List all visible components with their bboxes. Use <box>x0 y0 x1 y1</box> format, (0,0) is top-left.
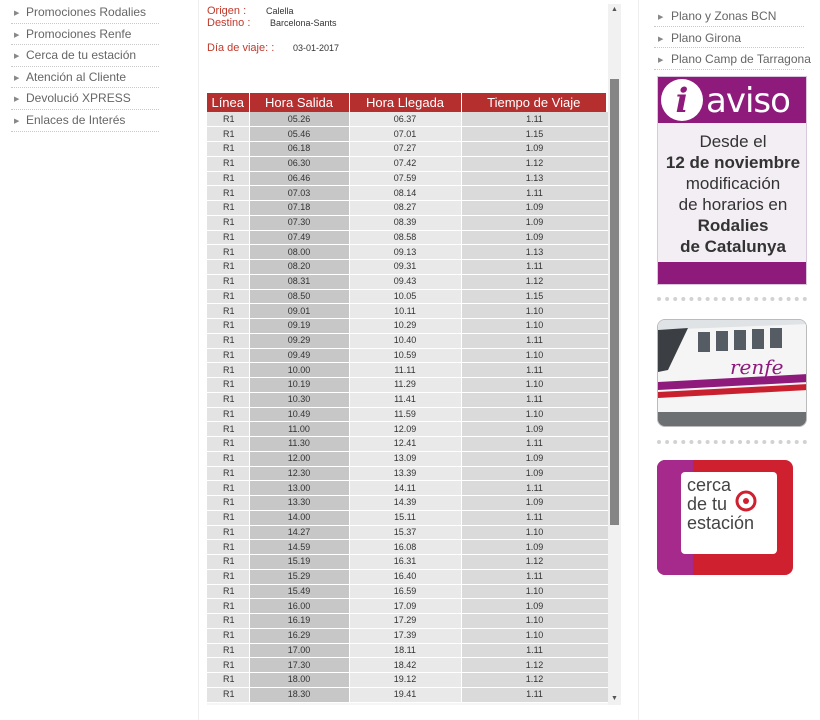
column-header-tiempo-de-viaje: Tiempo de Viaje <box>461 93 608 112</box>
origen-row <box>207 5 294 17</box>
cell-hora-llegada: 09.43 <box>349 274 461 289</box>
cell-linea: R1 <box>207 127 249 142</box>
cell-linea: R1 <box>207 392 249 407</box>
cell-tiempo-de-viaje: 1.10 <box>461 525 608 540</box>
arrow-down-icon[interactable]: ▼ <box>611 695 618 702</box>
link-plano-girona[interactable] <box>654 27 804 49</box>
table-row <box>207 673 608 688</box>
sidebar-item-enlaces-de-interes[interactable] <box>11 110 159 132</box>
timetable-header-row <box>207 93 608 112</box>
table-row <box>207 230 608 245</box>
cell-hora-salida: 06.46 <box>249 171 349 186</box>
cell-tiempo-de-viaje: 1.10 <box>461 378 608 393</box>
location-target-icon <box>735 490 757 512</box>
scrollbar-thumb[interactable] <box>610 79 619 525</box>
sidebar-item-label: Promociones Renfe <box>26 26 132 41</box>
cell-hora-salida: 09.49 <box>249 348 349 363</box>
dotted-divider <box>657 297 807 301</box>
right-sidebar <box>638 0 820 720</box>
table-row <box>207 569 608 584</box>
cell-tiempo-de-viaje: 1.13 <box>461 245 608 260</box>
cell-hora-llegada: 18.11 <box>349 643 461 658</box>
table-row <box>207 274 608 289</box>
cell-hora-llegada: 10.40 <box>349 333 461 348</box>
cell-tiempo-de-viaje: 1.15 <box>461 127 608 142</box>
cell-tiempo-de-viaje: 1.11 <box>461 687 608 702</box>
table-row <box>207 481 608 496</box>
cell-tiempo-de-viaje: 1.11 <box>461 643 608 658</box>
cell-hora-salida: 14.27 <box>249 525 349 540</box>
cell-linea: R1 <box>207 171 249 186</box>
cell-linea: R1 <box>207 245 249 260</box>
renfe-logo: renfe <box>730 355 784 379</box>
cell-tiempo-de-viaje: 1.12 <box>461 555 608 570</box>
cell-hora-salida: 15.29 <box>249 569 349 584</box>
link-plano-zonas-bcn[interactable] <box>654 5 804 27</box>
cell-tiempo-de-viaje: 1.10 <box>461 348 608 363</box>
table-row <box>207 245 608 260</box>
table-row <box>207 289 608 304</box>
timetable-panel <box>198 0 628 720</box>
timetable-scrollbar[interactable] <box>608 4 621 705</box>
cell-hora-llegada: 10.11 <box>349 304 461 319</box>
cell-linea: R1 <box>207 363 249 378</box>
sidebar-item-label: Cerca de tu estación <box>26 48 137 63</box>
cell-linea: R1 <box>207 304 249 319</box>
cell-tiempo-de-viaje: 1.12 <box>461 658 608 673</box>
table-row <box>207 599 608 614</box>
cell-hora-llegada: 10.59 <box>349 348 461 363</box>
table-row <box>207 156 608 171</box>
cell-hora-llegada: 11.41 <box>349 392 461 407</box>
cerca-line: cerca <box>687 475 732 495</box>
cell-linea: R1 <box>207 510 249 525</box>
cell-hora-salida: 11.30 <box>249 437 349 452</box>
cell-hora-salida: 15.19 <box>249 555 349 570</box>
cell-hora-llegada: 06.37 <box>349 112 461 127</box>
cell-tiempo-de-viaje: 1.11 <box>461 363 608 378</box>
table-row <box>207 451 608 466</box>
cell-linea: R1 <box>207 584 249 599</box>
cell-linea: R1 <box>207 289 249 304</box>
cell-linea: R1 <box>207 687 249 702</box>
cell-hora-salida: 08.00 <box>249 245 349 260</box>
cell-hora-salida: 12.30 <box>249 466 349 481</box>
sidebar-item-devolucio-xpress[interactable] <box>11 88 159 110</box>
cell-linea: R1 <box>207 348 249 363</box>
dia-label: Día de viaje: : <box>207 42 275 54</box>
cell-linea: R1 <box>207 437 249 452</box>
cell-hora-llegada: 07.42 <box>349 156 461 171</box>
sidebar-item-atencion-al-cliente[interactable] <box>11 67 159 89</box>
timetable <box>207 93 608 703</box>
cell-hora-salida: 08.20 <box>249 260 349 275</box>
cell-tiempo-de-viaje: 1.13 <box>461 171 608 186</box>
cell-hora-salida: 06.18 <box>249 142 349 157</box>
cell-hora-salida: 13.00 <box>249 481 349 496</box>
table-row <box>207 540 608 555</box>
cell-linea: R1 <box>207 274 249 289</box>
renfe-train-banner[interactable] <box>657 319 807 427</box>
cell-tiempo-de-viaje: 1.11 <box>461 186 608 201</box>
table-row <box>207 142 608 157</box>
cell-hora-salida: 12.00 <box>249 451 349 466</box>
cell-hora-llegada: 16.08 <box>349 540 461 555</box>
cell-hora-llegada: 14.39 <box>349 496 461 511</box>
cell-hora-llegada: 15.11 <box>349 510 461 525</box>
destino-label: Destino : <box>207 17 251 29</box>
triangle-right-icon: ▶ <box>14 74 20 82</box>
sidebar-item-label: Promociones Rodalies <box>26 5 147 19</box>
dia-value: 03-01-2017 <box>293 43 340 53</box>
cell-hora-salida: 18.30 <box>249 687 349 702</box>
arrow-up-icon[interactable]: ▲ <box>611 6 618 13</box>
table-row <box>207 127 608 142</box>
table-row <box>207 363 608 378</box>
aviso-line: modificación <box>685 174 781 193</box>
cell-hora-llegada: 11.59 <box>349 407 461 422</box>
table-row <box>207 496 608 511</box>
renfe-train-image <box>658 320 807 427</box>
table-row <box>207 407 608 422</box>
cell-hora-salida: 05.26 <box>249 112 349 127</box>
cell-hora-llegada: 11.11 <box>349 363 461 378</box>
cell-tiempo-de-viaje: 1.12 <box>461 274 608 289</box>
table-row <box>207 392 608 407</box>
cell-tiempo-de-viaje: 1.09 <box>461 451 608 466</box>
table-row <box>207 643 608 658</box>
cell-hora-llegada: 08.39 <box>349 215 461 230</box>
cell-hora-salida: 07.30 <box>249 215 349 230</box>
cell-hora-salida: 18.00 <box>249 673 349 688</box>
aviso-title: aviso <box>706 81 790 121</box>
cell-tiempo-de-viaje: 1.09 <box>461 466 608 481</box>
cell-hora-salida: 07.49 <box>249 230 349 245</box>
sidebar-item-cerca-de-tu-estacion[interactable] <box>11 45 159 67</box>
sidebar-item-label: Devolució XPRESS <box>26 91 131 106</box>
cerca-line: de tu <box>687 494 728 514</box>
cell-tiempo-de-viaje: 1.10 <box>461 614 608 629</box>
triangle-right-icon: ▶ <box>658 35 664 43</box>
link-label: Plano Girona <box>671 30 742 45</box>
cell-linea: R1 <box>207 378 249 393</box>
cell-hora-salida: 13.30 <box>249 496 349 511</box>
aviso-banner[interactable] <box>657 76 807 285</box>
cell-hora-llegada: 09.13 <box>349 245 461 260</box>
cell-hora-llegada: 08.14 <box>349 186 461 201</box>
triangle-right-icon: ▶ <box>14 96 20 104</box>
cell-hora-salida: 16.29 <box>249 628 349 643</box>
cell-hora-llegada: 17.39 <box>349 628 461 643</box>
cell-hora-llegada: 13.39 <box>349 466 461 481</box>
cell-tiempo-de-viaje: 1.09 <box>461 422 608 437</box>
cell-linea: R1 <box>207 658 249 673</box>
aviso-message <box>658 131 807 257</box>
cell-hora-llegada: 16.31 <box>349 555 461 570</box>
cell-hora-llegada: 09.31 <box>349 260 461 275</box>
panel-divider <box>198 0 199 720</box>
link-plano-camp-de-tarragona[interactable] <box>654 48 811 70</box>
cell-hora-llegada: 18.42 <box>349 658 461 673</box>
cell-hora-salida: 06.30 <box>249 156 349 171</box>
table-row <box>207 555 608 570</box>
aviso-footer-bar <box>658 262 807 284</box>
cell-tiempo-de-viaje: 1.10 <box>461 319 608 334</box>
cell-linea: R1 <box>207 422 249 437</box>
cell-linea: R1 <box>207 628 249 643</box>
cell-hora-llegada: 12.41 <box>349 437 461 452</box>
table-row <box>207 348 608 363</box>
cell-hora-salida: 08.50 <box>249 289 349 304</box>
cell-hora-llegada: 07.01 <box>349 127 461 142</box>
cell-hora-llegada: 11.29 <box>349 378 461 393</box>
cell-tiempo-de-viaje: 1.10 <box>461 304 608 319</box>
cell-linea: R1 <box>207 260 249 275</box>
cell-hora-salida: 15.49 <box>249 584 349 599</box>
table-row <box>207 304 608 319</box>
cell-hora-llegada: 19.41 <box>349 687 461 702</box>
cerca-de-tu-estacion-banner[interactable] <box>657 460 793 575</box>
column-header-hora-llegada: Hora Llegada <box>349 93 461 112</box>
cell-hora-llegada: 13.09 <box>349 451 461 466</box>
cell-hora-llegada: 08.27 <box>349 201 461 216</box>
cell-hora-llegada: 10.05 <box>349 289 461 304</box>
cell-linea: R1 <box>207 614 249 629</box>
origen-label: Origen : <box>207 5 247 17</box>
cell-hora-llegada: 15.37 <box>349 525 461 540</box>
cell-linea: R1 <box>207 466 249 481</box>
cell-hora-salida: 08.31 <box>249 274 349 289</box>
sidebar-item-label: Atención al Cliente <box>26 69 127 84</box>
right-sidebar-nav <box>654 5 811 70</box>
cell-tiempo-de-viaje: 1.11 <box>461 569 608 584</box>
cell-tiempo-de-viaje: 1.15 <box>461 289 608 304</box>
table-row <box>207 319 608 334</box>
cell-tiempo-de-viaje: 1.09 <box>461 215 608 230</box>
cell-tiempo-de-viaje: 1.09 <box>461 599 608 614</box>
cell-hora-llegada: 07.27 <box>349 142 461 157</box>
aviso-line: de horarios en <box>678 195 788 214</box>
dotted-divider <box>657 440 807 444</box>
aviso-header <box>658 77 807 123</box>
cell-hora-llegada: 16.59 <box>349 584 461 599</box>
sidebar-item-promociones-rodalies[interactable] <box>11 2 159 24</box>
table-row <box>207 186 608 201</box>
cell-hora-llegada: 17.29 <box>349 614 461 629</box>
cell-linea: R1 <box>207 643 249 658</box>
cell-hora-llegada: 16.40 <box>349 569 461 584</box>
triangle-right-icon: ▶ <box>14 10 20 17</box>
table-row <box>207 525 608 540</box>
cell-linea: R1 <box>207 555 249 570</box>
sidebar-item-label: Enlaces de Interés <box>26 112 126 127</box>
cell-linea: R1 <box>207 481 249 496</box>
cerca-text <box>687 476 777 533</box>
cell-hora-llegada: 07.59 <box>349 171 461 186</box>
cell-linea: R1 <box>207 215 249 230</box>
cell-tiempo-de-viaje: 1.11 <box>461 437 608 452</box>
cell-linea: R1 <box>207 142 249 157</box>
dia-de-viaje-row <box>207 42 340 54</box>
table-row <box>207 215 608 230</box>
table-row <box>207 422 608 437</box>
cell-hora-salida: 17.30 <box>249 658 349 673</box>
table-row <box>207 333 608 348</box>
cell-tiempo-de-viaje: 1.11 <box>461 333 608 348</box>
cell-tiempo-de-viaje: 1.09 <box>461 142 608 157</box>
cell-hora-llegada: 12.09 <box>349 422 461 437</box>
triangle-right-icon: ▶ <box>658 57 664 65</box>
cell-hora-salida: 10.30 <box>249 392 349 407</box>
cell-hora-llegada: 10.29 <box>349 319 461 334</box>
cell-hora-salida: 10.49 <box>249 407 349 422</box>
triangle-right-icon: ▶ <box>14 117 20 125</box>
cell-tiempo-de-viaje: 1.11 <box>461 112 608 127</box>
table-row <box>207 466 608 481</box>
table-row <box>207 171 608 186</box>
aviso-line: 12 de noviembre <box>665 153 801 172</box>
cell-linea: R1 <box>207 156 249 171</box>
cell-hora-salida: 09.29 <box>249 333 349 348</box>
cell-tiempo-de-viaje: 1.11 <box>461 481 608 496</box>
cell-linea: R1 <box>207 201 249 216</box>
cell-hora-llegada: 08.58 <box>349 230 461 245</box>
cell-hora-llegada: 19.12 <box>349 673 461 688</box>
column-header-linea: Línea <box>207 93 249 112</box>
table-row <box>207 378 608 393</box>
cell-tiempo-de-viaje: 1.10 <box>461 584 608 599</box>
cell-hora-salida: 14.59 <box>249 540 349 555</box>
cell-hora-salida: 14.00 <box>249 510 349 525</box>
cell-linea: R1 <box>207 319 249 334</box>
cell-tiempo-de-viaje: 1.09 <box>461 496 608 511</box>
cell-hora-salida: 17.00 <box>249 643 349 658</box>
aviso-line: de Catalunya <box>680 237 786 256</box>
cell-tiempo-de-viaje: 1.11 <box>461 260 608 275</box>
cell-linea: R1 <box>207 599 249 614</box>
cell-hora-salida: 09.19 <box>249 319 349 334</box>
aviso-line: Desde el <box>699 132 767 151</box>
cell-tiempo-de-viaje: 1.11 <box>461 392 608 407</box>
table-row <box>207 614 608 629</box>
cell-tiempo-de-viaje: 1.12 <box>461 673 608 688</box>
link-label: Plano Camp de Tarragona <box>671 52 811 67</box>
triangle-right-icon: ▶ <box>14 31 20 39</box>
cell-tiempo-de-viaje: 1.10 <box>461 407 608 422</box>
cell-hora-salida: 16.19 <box>249 614 349 629</box>
cell-linea: R1 <box>207 186 249 201</box>
table-row <box>207 628 608 643</box>
cell-tiempo-de-viaje: 1.09 <box>461 230 608 245</box>
cell-linea: R1 <box>207 451 249 466</box>
timetable-scroll-area[interactable] <box>207 93 608 705</box>
cell-linea: R1 <box>207 496 249 511</box>
cell-hora-salida: 10.19 <box>249 378 349 393</box>
triangle-right-icon: ▶ <box>14 53 20 61</box>
cell-linea: R1 <box>207 230 249 245</box>
table-row <box>207 687 608 702</box>
cell-linea: R1 <box>207 525 249 540</box>
cerca-line: estación <box>687 513 755 533</box>
table-row <box>207 510 608 525</box>
cell-hora-salida: 05.46 <box>249 127 349 142</box>
cell-linea: R1 <box>207 673 249 688</box>
cell-hora-salida: 11.00 <box>249 422 349 437</box>
cell-hora-salida: 07.18 <box>249 201 349 216</box>
aviso-line: Rodalies <box>697 216 769 235</box>
destino-row <box>207 17 337 29</box>
cell-tiempo-de-viaje: 1.09 <box>461 540 608 555</box>
cell-tiempo-de-viaje: 1.09 <box>461 201 608 216</box>
cell-tiempo-de-viaje: 1.11 <box>461 510 608 525</box>
table-row <box>207 584 608 599</box>
cell-hora-salida: 07.03 <box>249 186 349 201</box>
cell-linea: R1 <box>207 112 249 127</box>
cell-hora-llegada: 14.11 <box>349 481 461 496</box>
table-row <box>207 112 608 127</box>
origen-value: Calella <box>266 6 294 16</box>
cell-linea: R1 <box>207 407 249 422</box>
cell-tiempo-de-viaje: 1.10 <box>461 628 608 643</box>
info-icon: i <box>661 79 703 121</box>
table-row <box>207 658 608 673</box>
cell-hora-salida: 10.00 <box>249 363 349 378</box>
cell-hora-salida: 16.00 <box>249 599 349 614</box>
table-row <box>207 260 608 275</box>
cell-linea: R1 <box>207 569 249 584</box>
cell-hora-llegada: 17.09 <box>349 599 461 614</box>
cell-tiempo-de-viaje: 1.12 <box>461 156 608 171</box>
sidebar-item-promociones-renfe[interactable] <box>11 24 159 46</box>
column-header-hora-salida: Hora Salida <box>249 93 349 112</box>
cell-linea: R1 <box>207 540 249 555</box>
triangle-right-icon: ▶ <box>658 14 664 21</box>
link-label: Plano y Zonas BCN <box>671 9 777 23</box>
destino-value: Barcelona-Sants <box>270 18 337 28</box>
table-row <box>207 437 608 452</box>
left-sidebar-nav <box>11 2 159 132</box>
cell-linea: R1 <box>207 333 249 348</box>
cell-hora-salida: 09.01 <box>249 304 349 319</box>
table-row <box>207 201 608 216</box>
